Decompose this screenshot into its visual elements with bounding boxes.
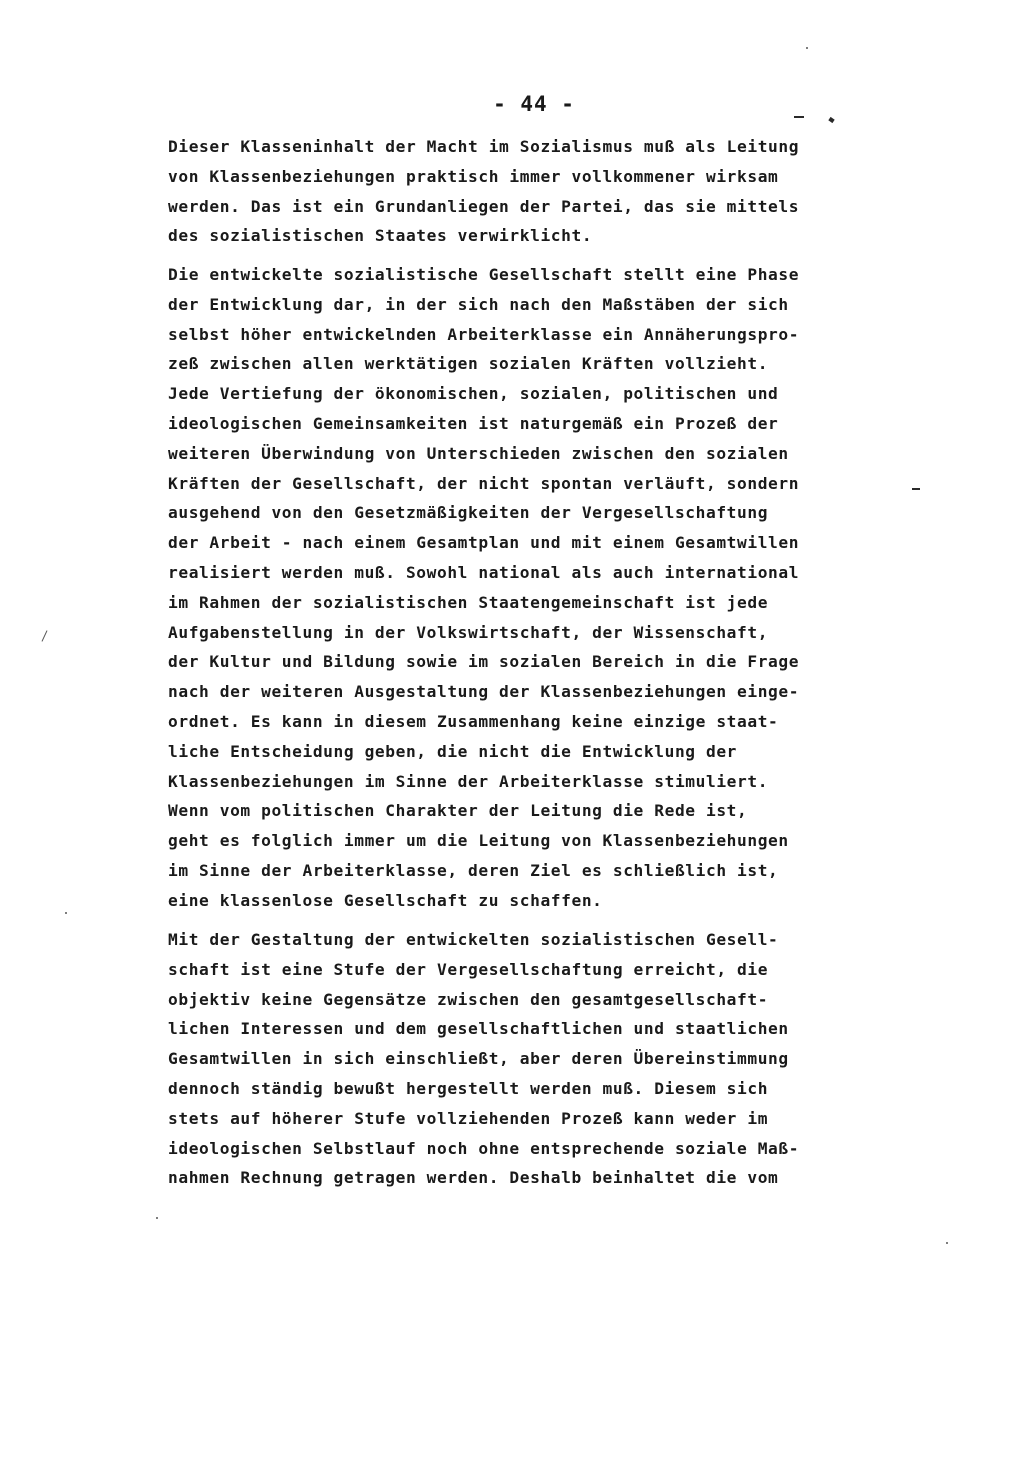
text-line: werden. Das ist ein Grundanliegen der Partei, das sie mittels [168,196,800,216]
text-line: der Kultur und Bildung sowie im sozialen Bereich in die Frage [168,652,800,672]
text-line: dennoch ständig bewußt hergestellt werden muß. Diesem sich [168,1078,769,1098]
text-line: nach der weiteren Ausgestaltung der Klassenbeziehungen einge- [168,682,800,702]
text-line: Mit der Gestaltung der entwickelten sozialistischen Gesell- [168,930,779,949]
text-line: Aufgabenstellung in der Volkswirtschaft, der Wissenschaft, [168,622,769,642]
scan-speck [806,47,808,49]
text-line: Gesamtwillen in sich einschließt, aber deren Übereinstimmung [168,1049,789,1069]
text-line: Die entwickelte sozialistische Gesellschaft stellt eine Phase [168,265,800,284]
text-line: realisiert werden muß. Sowohl national als auch international [168,562,800,582]
paragraph-1 [168,132,904,251]
text-line: Jede Vertiefung der ökonomischen, sozialen, politischen und [168,384,779,404]
scan-speck [946,1242,948,1244]
text-line: lichen Interessen und dem gesellschaftlichen und staatlichen [168,1019,789,1039]
text-line: Kräften der Gesellschaft, der nicht spontan verläuft, sondern [168,473,800,493]
text-line: selbst höher entwickelnden Arbeiterklasse ein Annäherungspro- [168,324,800,344]
scan-mark [42,630,48,641]
text-line: ordnet. Es kann in diesem Zusammenhang keine einzige staat- [168,711,779,731]
text-line: ideologischen Selbstlauf noch ohne entsprechende soziale Maß- [168,1138,800,1158]
text-line: im Sinne der Arbeiterklasse, deren Ziel es schließlich ist, [168,860,779,880]
text-line: des sozialistischen Staates verwirklicht. [168,226,593,246]
scan-speck [65,912,67,914]
text-line: ausgehend von den Gesetzmäßigkeiten der Vergesellschaftung [168,503,769,523]
ink-mark [794,116,804,118]
text-line: im Rahmen der sozialistischen Staatengemeinschaft ist jede [168,592,769,612]
text-line: Wenn vom politischen Charakter der Leitung die Rede ist, [168,801,748,821]
text-line: nahmen Rechnung getragen werden. Deshalb beinhaltet die vom [168,1168,779,1188]
text-line: ideologischen Gemeinsamkeiten ist naturgemäß ein Prozeß der [168,413,779,433]
text-line: schaft ist eine Stufe der Vergesellschaftung erreicht, die [168,959,769,979]
text-line: Dieser Klasseninhalt der Macht im Sozialismus muß als Leitung [168,137,800,156]
text-line: stets auf höherer Stufe vollziehenden Prozeß kann weder im [168,1108,769,1128]
text-line: objektiv keine Gegensätze zwischen den gesamtgesellschaft- [168,989,769,1009]
text-line: weiteren Überwindung von Unterschieden zwischen den sozialen [168,443,789,463]
text-line: geht es folglich immer um die Leitung von Klassenbeziehungen [168,831,789,851]
text-line: zeß zwischen allen werktätigen sozialen Kräften vollzieht. [168,354,769,374]
margin-dash [912,488,920,490]
text-line: liche Entscheidung geben, die nicht die Entwicklung der [168,741,738,761]
text-line: von Klassenbeziehungen praktisch immer vollkommener wirksam [168,166,779,186]
page-number: - 44 - [493,92,575,116]
text-line: der Entwicklung dar, in der sich nach den Maßstäben der sich [168,294,789,314]
paragraph-3 [168,925,904,1193]
scan-speck [156,1217,158,1219]
text-line: eine klassenlose Gesellschaft zu schaffen. [168,890,603,910]
ink-mark [828,117,834,123]
text-line: Klassenbeziehungen im Sinne der Arbeiterklasse stimuliert. [168,771,769,791]
text-line: der Arbeit - nach einem Gesamtplan und mit einem Gesamtwillen [168,533,800,553]
paragraph-2 [168,260,904,916]
